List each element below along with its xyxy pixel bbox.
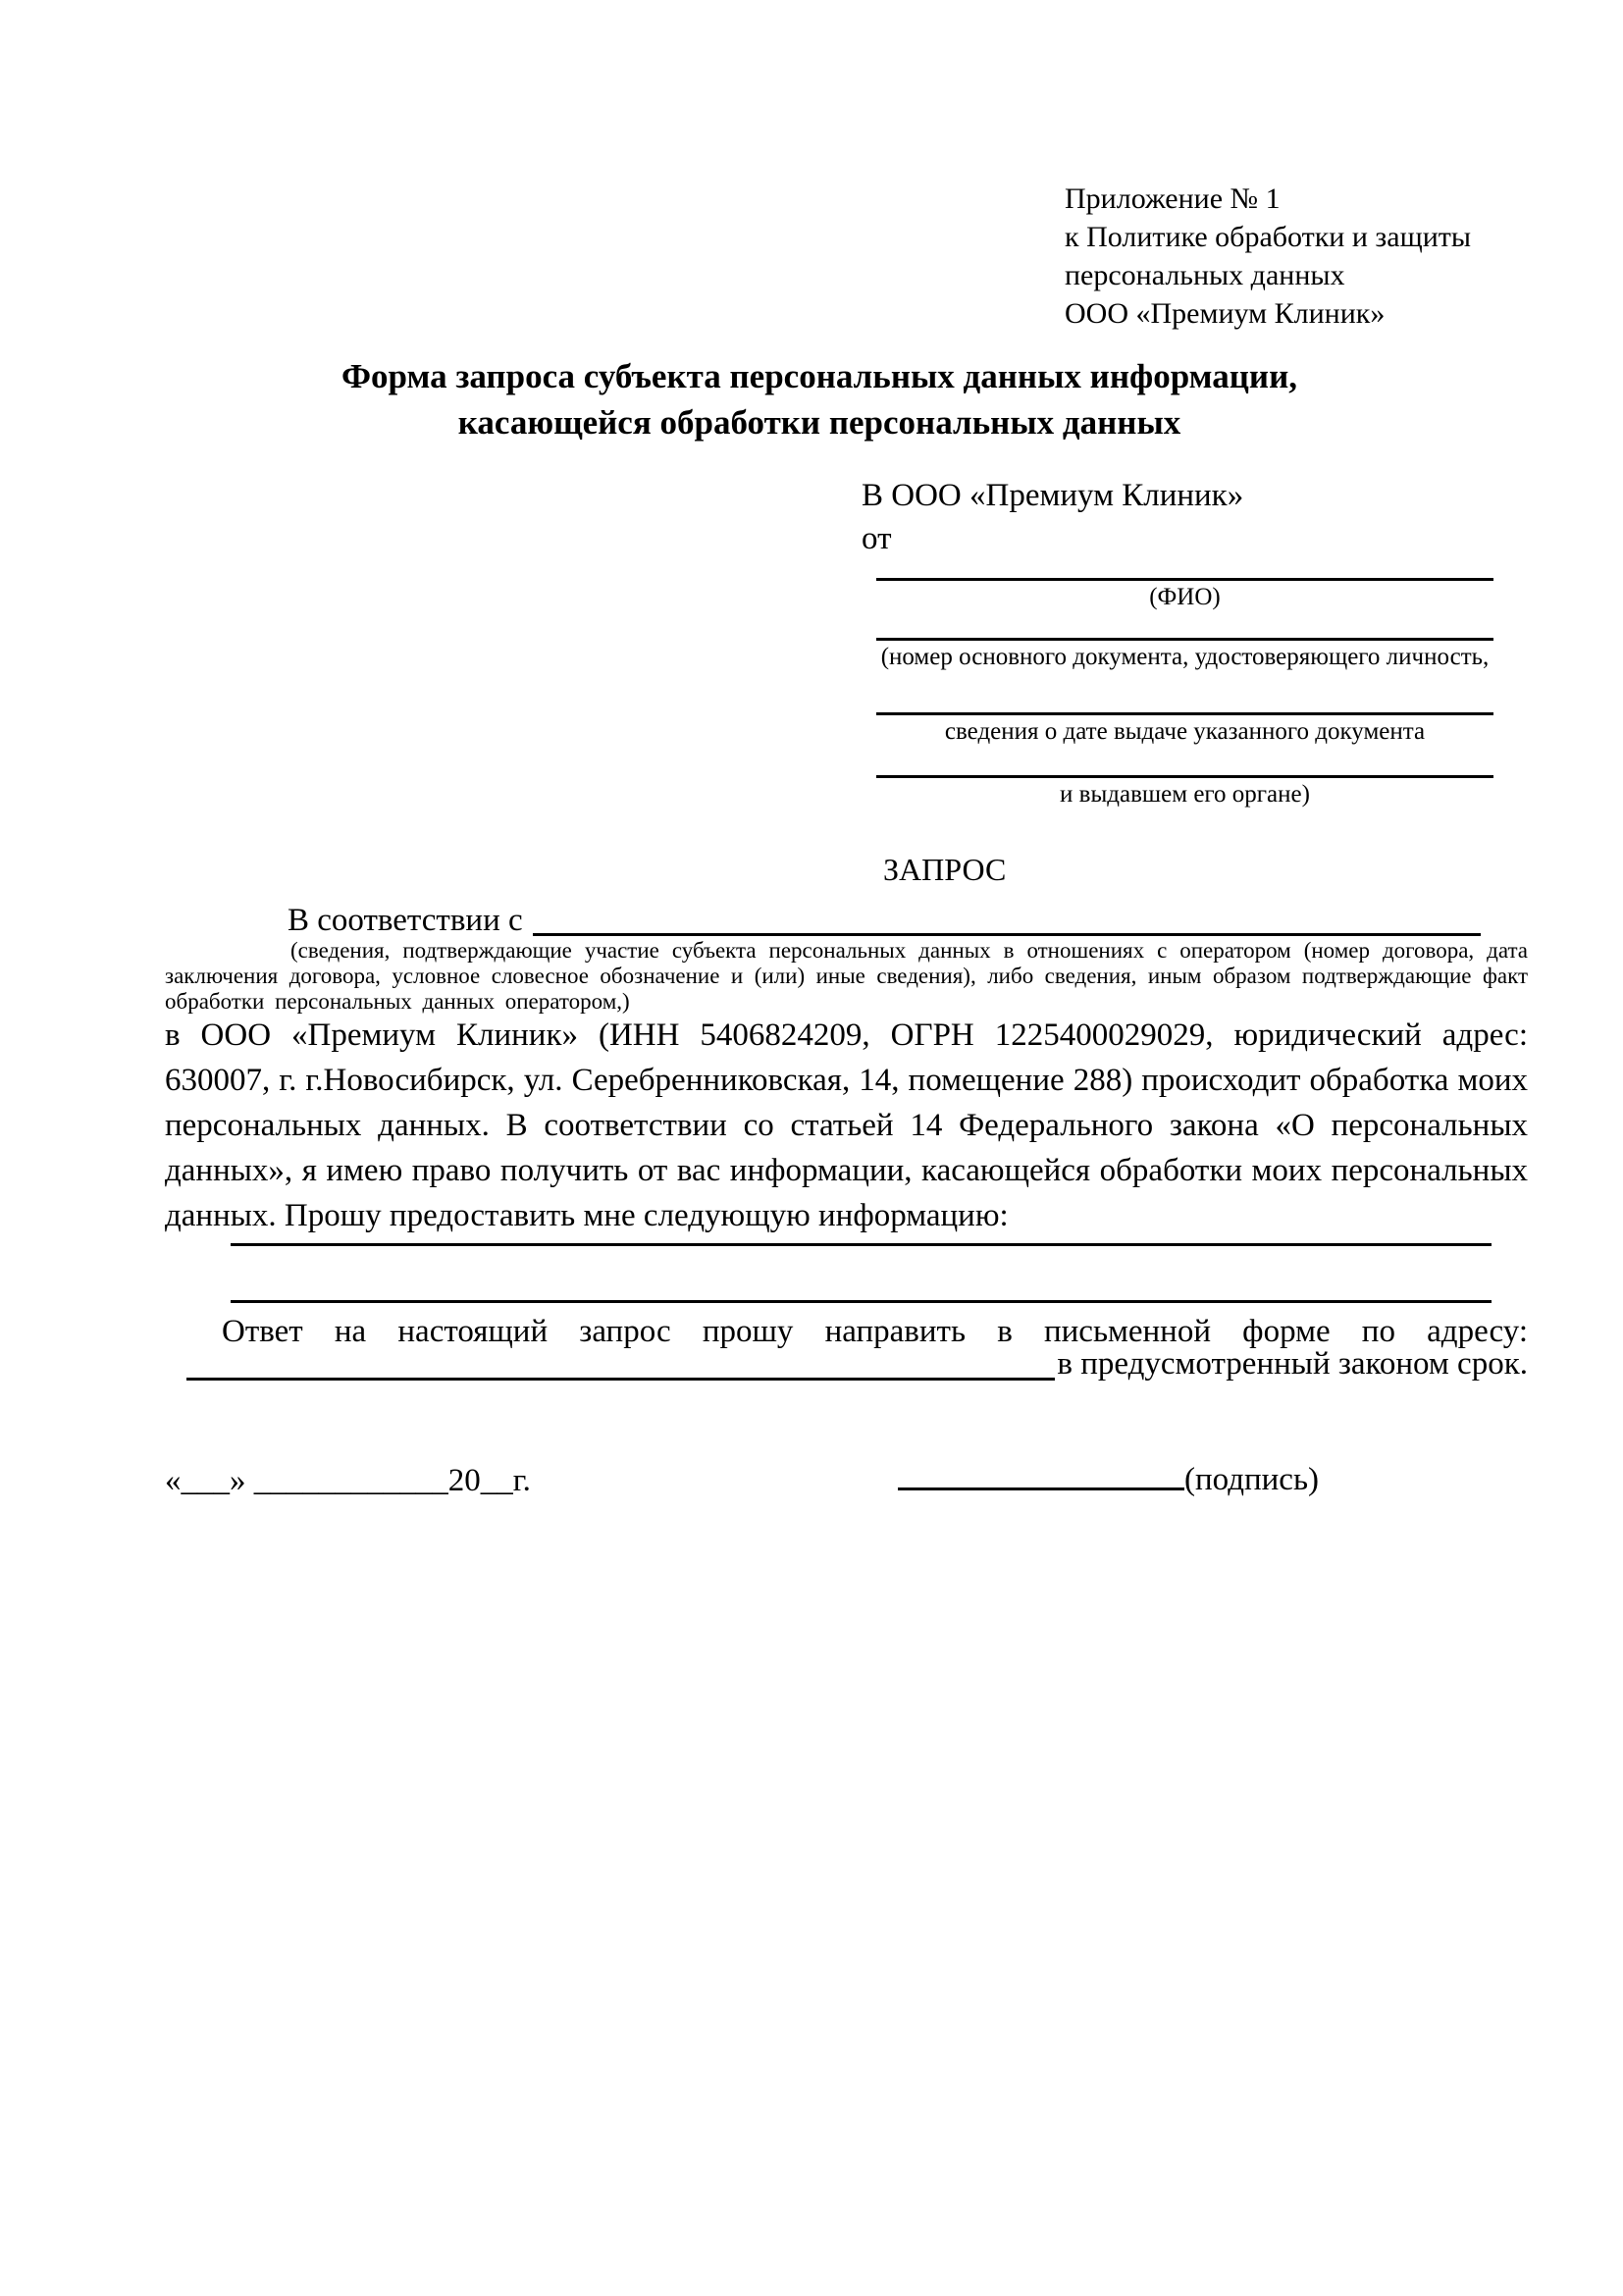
appendix-line: ООО «Премиум Клиник» bbox=[1065, 297, 1386, 330]
address-blank-line bbox=[186, 1378, 1055, 1381]
signature-caption: (подпись) bbox=[1184, 1462, 1319, 1497]
fio-blank-line bbox=[876, 562, 1493, 581]
fio-caption: (ФИО) bbox=[1149, 584, 1221, 610]
from-label: от bbox=[862, 521, 892, 556]
appendix-line: к Политике обработки и защиты bbox=[1065, 221, 1472, 253]
accordance-label: В соответствии с bbox=[288, 903, 523, 938]
info-blank-line-2 bbox=[231, 1300, 1492, 1303]
appendix-header bbox=[1065, 180, 1471, 333]
accordance-row bbox=[165, 899, 1528, 942]
form-title bbox=[106, 353, 1533, 445]
accordance-blank-line bbox=[533, 933, 1481, 936]
request-body: в ООО «Премиум Клиник» (ИНН 5406824209, ОГРН 1225400029029, юридический адрес: 630007, г. г.Новосибирск, ул. Серебренниковская, 14, помещение 288) происходит обработка моих персональных данных. В соответствии со статьей 14 Федерального закона «О персональных данных», я имею право получить от вас информации, касающейся обработки моих персональных данных. Прошу предоставить мне следующую информацию: bbox=[165, 1018, 1528, 1233]
appendix-line: персональных данных bbox=[1065, 259, 1345, 291]
info-blank-line-1 bbox=[231, 1243, 1492, 1246]
reply-address-row bbox=[165, 1342, 1528, 1385]
date-blank: «___» ____________20__г. bbox=[165, 1463, 531, 1498]
doc-date-blank-line bbox=[876, 697, 1493, 715]
request-heading: ЗАПРОС bbox=[883, 852, 1007, 887]
reply-instruction: Ответ на настоящий запрос прошу направить в письменной форме по адресу: bbox=[222, 1314, 1528, 1349]
signature-blank-line bbox=[898, 1487, 1184, 1490]
doc-issuer-caption: и выдавшем его органе) bbox=[1060, 781, 1310, 808]
signature-block bbox=[898, 1460, 1319, 1499]
doc-number-blank-line bbox=[876, 622, 1493, 641]
form-title-line: Форма запроса субъекта персональных данных информации, bbox=[340, 357, 1298, 395]
doc-date-caption: сведения о дате выдаче указанного документа bbox=[944, 718, 1426, 745]
reply-suffix: в предусмотренный законом срок. bbox=[1057, 1346, 1528, 1382]
addressee-organization: В ООО «Премиум Клиник» bbox=[862, 478, 1244, 513]
accordance-note: (сведения, подтверждающие участие субъекта персональных данных в отношениях с оператором (номер договора, дата заключения договора, условное словесное обозначение и (или) иные сведения), либо сведения, иным образом подтверждающие факт обработки персональных данных оператором,) bbox=[165, 938, 1528, 1014]
doc-number-caption: (номер основного документа, удостоверяющего личность, bbox=[880, 644, 1490, 670]
appendix-line: Приложение № 1 bbox=[1065, 183, 1281, 215]
doc-issuer-blank-line bbox=[876, 759, 1493, 778]
form-title-line: касающейся обработки персональных данных bbox=[457, 403, 1181, 442]
